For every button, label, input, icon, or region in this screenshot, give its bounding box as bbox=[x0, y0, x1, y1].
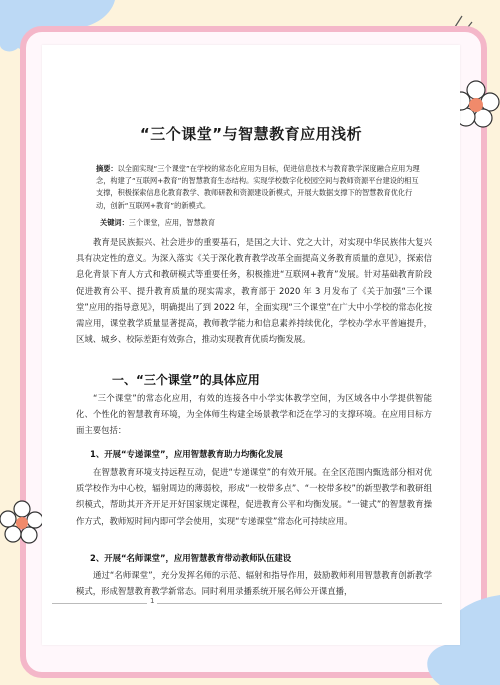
subsection-2-heading: 2、开展“名师课堂”，应用智慧教育带动教师队伍建设 bbox=[90, 553, 292, 563]
abstract-label: 摘要： bbox=[96, 164, 118, 173]
subsection-2-paragraph: 通过“名师课堂”，充分发挥名师的示范、辐射和指导作用，鼓励教师利用智慧教育创新教学模式，形成智慧教育教学新常态。同时利用录播系统开展名师公开课直播， bbox=[76, 570, 432, 597]
section-1-paragraph: “三个课堂”的常态化应用，有效的连接各中小学实体教学空间，为区域各中小学提供智能化、个性化的智慧教育环境，为全体师生构建全场景教学和泛在学习的支撑环境。在应用目标方面主要包括： bbox=[76, 393, 432, 436]
abstract bbox=[96, 163, 421, 212]
flower-icon-bottom-left bbox=[0, 500, 44, 544]
section-1-heading: 一、“三个课堂”的具体应用 bbox=[112, 373, 260, 387]
abstract-text: 以全面实现“三个课堂”在学校的常态化应用为目标，促进信息技术与教育教学深度融合应用为理念，构建了“互联网+教育”的智慧教育生态结构。实现学校数字化校园空间与教师资源平台建设的相互支撑，积极探索信息化教育教学、教师研教和资源建设新模式，开展大数据支撑下的智慧教育优化行动，创新“互联网+教育”的新模式。 bbox=[96, 164, 420, 210]
document-title: “三个课堂”与智慧教育应用浅析 bbox=[139, 125, 363, 143]
intro-paragraph: 教育是民族振兴、社会进步的重要基石，是国之大计、党之大计，对实现中华民族伟大复兴具有决定性的意义。为深入落实《关于深化教育教学改革全面提高义务教育质量的意见》，探索信息化背景下育人方式和教研模式等重要任务，积极推进“互联网+教育”发展。针对基础教育阶段促进教育公平、提升教育质量的现实需求，教育部于 2020 年 3 月发布了《关于加强“三个课堂”应用的指导意见》，明确提出了到 2022 年，全面实现“三个课堂”在广大中小学校的常态化按需应用，课堂教学质量显著提高，教师教学能力和信息素养持续优化，学校办学水平普遍提升，区域、城乡、校际差距有效弥合，推动实现教育优质均衡发展。 bbox=[76, 237, 432, 345]
page-footer bbox=[52, 597, 442, 614]
keywords bbox=[100, 218, 420, 228]
subsection-1-heading: 1、开展“专递课堂”，应用智慧教育助力均衡化发展 bbox=[90, 449, 283, 459]
document-page bbox=[42, 45, 460, 645]
keywords-label: 关键词： bbox=[100, 218, 129, 227]
subsection-1-paragraph: 在智慧教育环境支持远程互动，促进“专递课堂”的有效开展。在全区范围内甄选部分相对优质学校作为中心校，辐射周边的薄弱校，形成“一校带多点”、“一校带多校”的新型教学和教研组织模式，帮助其开齐开足开好国家规定课程，促进教育公平和均衡发展。“一键式”的智慧教育操作方式，教师短时间内即可学会使用，实现“专递课堂”常态化可持续应用。 bbox=[76, 467, 432, 526]
keywords-text: 三个课堂，应用，智慧教育 bbox=[128, 218, 216, 227]
page-number: 1 bbox=[147, 597, 157, 605]
